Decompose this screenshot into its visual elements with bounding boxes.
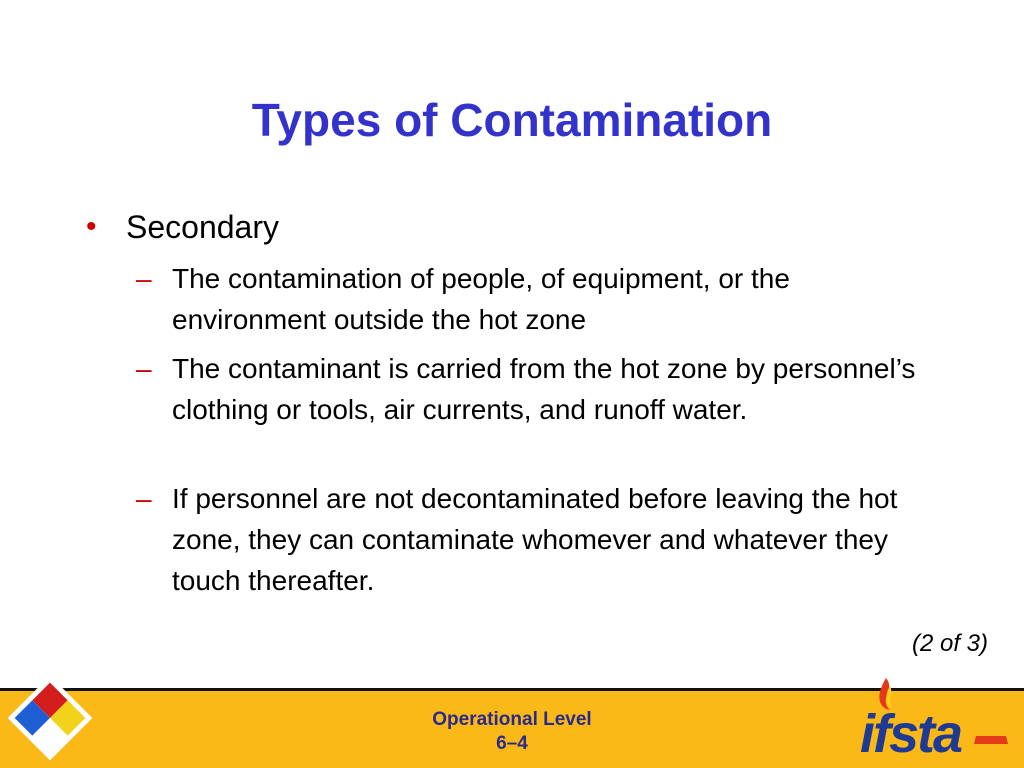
sub-bullet-marker: – [136,263,152,294]
ifsta-logo [856,676,1016,764]
footer-level: Operational Level [432,709,592,730]
sub-bullet-marker: – [136,353,152,384]
sub-bullet-text: The contaminant is carried from the hot zone by personnel’s clothing or tools, air currents, and runoff water. [172,353,916,425]
logo-text: ifsta [860,704,962,764]
bullet-text: Secondary [126,209,279,245]
sub-bullet-marker: – [136,483,152,514]
slide-title: Types of Contamination [251,94,773,146]
sub-bullet-text: If personnel are not decontaminated before leaving the hot zone, they can contaminate whomever and whatever they touch thereafter. [172,483,898,596]
bullet-marker: • [86,210,97,243]
page-indicator: (2 of 3) [911,630,988,657]
slide-number: 6–4 [496,733,528,754]
sub-bullet-text: The contamination of people, of equipment, or the environment outside the hot zone [172,263,790,335]
